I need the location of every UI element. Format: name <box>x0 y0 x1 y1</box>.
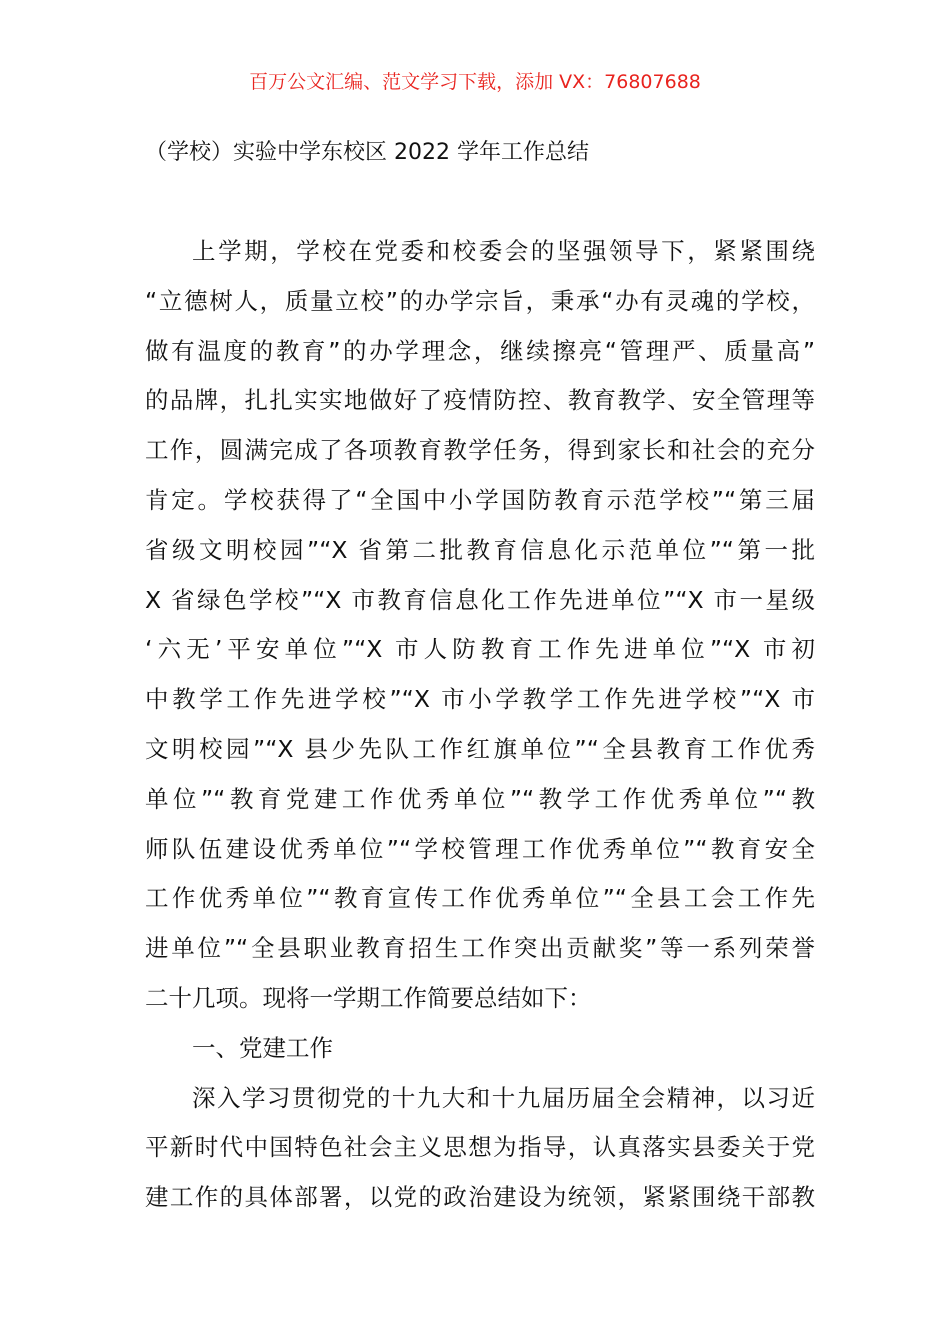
section-heading: 一、党建工作 <box>192 1033 333 1062</box>
header-banner: 百万公文汇编、范文学习下载，添加 VX：76807688 <box>249 71 701 93</box>
paragraph-line: ‘六无’平安单位”“X 市人防教育工作先进单位”“X 市初 <box>145 635 815 664</box>
paragraph-line: “立德树人，质量立校”的办学宗旨，秉承“办有灵魂的学校， <box>145 286 815 315</box>
paragraph-line: 肯定。学校获得了“全国中小学国防教育示范学校”“第三届 <box>145 485 815 514</box>
paragraph-line: 平新时代中国特色社会主义思想为指导，认真落实县委关于党 <box>145 1133 815 1162</box>
paragraph-line: 的品牌，扎扎实实地做好了疫情防控、教育教学、安全管理等 <box>145 386 815 415</box>
paragraph-line: 建工作的具体部署，以党的政治建设为统领，紧紧围绕干部教 <box>145 1183 815 1212</box>
paragraph-line: 做有温度的教育”的办学理念，继续擦亮“管理严、质量高” <box>145 336 815 365</box>
paragraph-line: 师队伍建设优秀单位”“学校管理工作优秀单位”“教育安全 <box>145 834 815 863</box>
paragraph-line: 工作，圆满完成了各项教育教学任务，得到家长和社会的充分 <box>145 436 815 465</box>
paragraph-line: X 省绿色学校”“X 市教育信息化工作先进单位”“X 市一星级 <box>145 585 815 614</box>
paragraph-line: 工作优秀单位”“教育宣传工作优秀单位”“全县工会工作先 <box>145 884 815 913</box>
paragraph-line: 深入学习贯彻党的十九大和十九届历届全会精神，以习近 <box>192 1083 815 1112</box>
paragraph-line: 进单位”“全县职业教育招生工作突出贡献奖”等一系列荣誉 <box>145 934 815 963</box>
paragraph-line: 中教学工作先进学校”“X 市小学教学工作先进学校”“X 市 <box>145 685 815 714</box>
paragraph-line: 单位”“教育党建工作优秀单位”“教学工作优秀单位”“教 <box>145 784 815 813</box>
document-title: （学校）实验中学东校区 2022 学年工作总结 <box>145 140 589 165</box>
document-body <box>145 227 815 1223</box>
paragraph-line: 文明校园”“X 县少先队工作红旗单位”“全县教育工作优秀 <box>145 734 815 763</box>
paragraph-line: 二十几项。现将一学期工作简要总结如下： <box>145 983 592 1012</box>
paragraph-line: 上学期，学校在党委和校委会的坚强领导下，紧紧围绕 <box>192 237 815 265</box>
paragraph-line: 省级文明校园”“X 省第二批教育信息化示范单位”“第一批 <box>145 535 815 564</box>
